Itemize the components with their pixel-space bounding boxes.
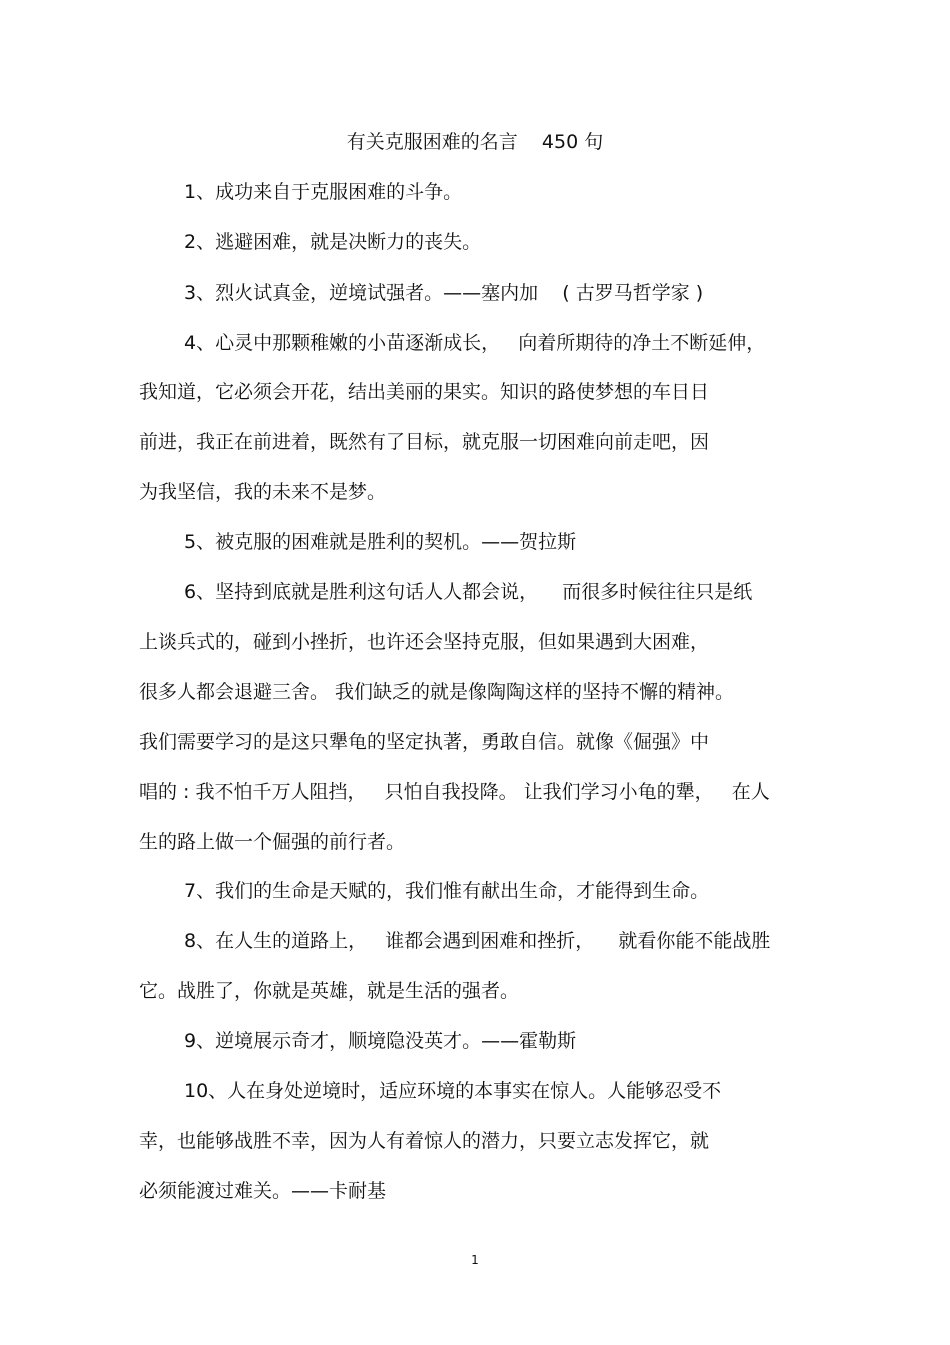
document-title: 有关克服困难的名言 450 句 (346, 131, 604, 153)
quote-6-line-3: 很多人都会退避三舍。 我们缺乏的就是像陶陶这样的坚持不懈的精神。 (139, 681, 735, 703)
quote-4-line-3: 前进，我正在前进着，既然有了目标，就克服一切困难向前走吧，因 (139, 431, 710, 453)
quote-6-line-4: 我们需要学习的是这只犟龟的坚定执著，勇敢自信。就像《倔强》中 (139, 731, 710, 753)
quote-8-line-1: 8、在人生的道路上， 谁都会遇到困难和挫折， 就看你能不能战胜 (184, 930, 771, 952)
quote-6-line-6: 生的路上做一个倔强的前行者。 (139, 831, 406, 853)
quote-6-line-2: 上谈兵式的，碰到小挫折，也许还会坚持克服，但如果遇到大困难， (139, 631, 710, 653)
quote-4-line-1: 4、心灵中那颗稚嫩的小苗逐渐成长， 向着所期待的净土不断延伸， (184, 332, 766, 354)
page-number: 1 (471, 1253, 479, 1267)
quote-3: 3、烈火试真金，逆境试强者。——塞内加 ( 古罗马哲学家 ) (184, 282, 704, 304)
quote-1: 1、成功来自于克服困难的斗争。 (184, 181, 463, 203)
quote-7: 7、我们的生命是天赋的，我们惟有献出生命，才能得到生命。 (184, 880, 710, 902)
quote-9: 9、逆境展示奇才，顺境隐没英才。——霍勒斯 (184, 1030, 577, 1052)
quote-6-line-1: 6、坚持到底就是胜利这句话人人都会说， 而很多时候往往只是纸 (184, 581, 753, 603)
quote-4-line-4: 为我坚信，我的未来不是梦。 (139, 481, 387, 503)
quote-5: 5、被克服的困难就是胜利的契机。——贺拉斯 (184, 531, 577, 553)
quote-6-line-5: 唱的 : 我不怕千万人阻挡， 只怕自我投降。 让我们学习小龟的犟， 在人 (139, 781, 770, 803)
quote-10-line-1: 10、人在身处逆境时，适应环境的本事实在惊人。人能够忍受不 (184, 1080, 722, 1102)
quote-2: 2、逃避困难，就是决断力的丧失。 (184, 231, 482, 253)
quote-10-line-3: 必须能渡过难关。——卡耐基 (139, 1180, 387, 1202)
quote-4-line-2: 我知道，它必须会开花，结出美丽的果实。知识的路使梦想的车日日 (139, 381, 710, 403)
quote-8-line-2: 它。战胜了，你就是英雄，就是生活的强者。 (139, 980, 520, 1002)
quote-10-line-2: 幸，也能够战胜不幸，因为人有着惊人的潜力，只要立志发挥它，就 (139, 1130, 710, 1152)
